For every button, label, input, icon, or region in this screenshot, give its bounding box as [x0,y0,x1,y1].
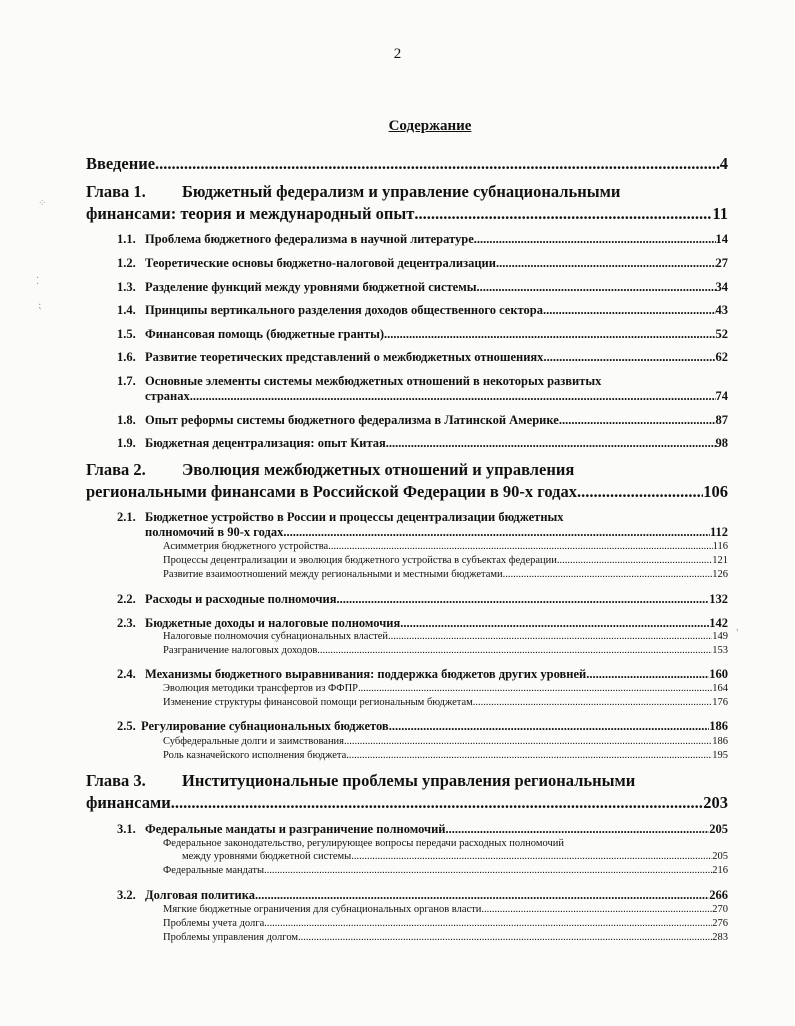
section-number: 1.3. [117,280,136,294]
toc-page: 112 [709,525,728,539]
section-label: Проблема бюджетного федерализма в научной литературе [145,232,474,246]
toc-section[interactable] [117,822,728,837]
toc-chapter-1-line2[interactable] [86,204,728,224]
page-number: 2 [393,46,402,62]
chapter-title-line1: Институциональные проблемы управления региональными [182,771,636,790]
leader-dots [344,736,712,747]
toc-subsection[interactable] [163,697,728,708]
leader-dots [351,851,712,862]
toc-page: 121 [712,555,728,566]
toc-section[interactable] [117,719,728,734]
leader-dots [473,697,713,708]
leader-dots [171,793,704,813]
leader-dots [400,616,709,631]
toc-section-line1[interactable] [117,374,601,389]
toc-page: 126 [712,569,728,580]
toc-page: 266 [709,888,728,902]
section-label: Разделение функций между уровнями бюджетной системы [145,280,477,294]
toc-subsection[interactable] [163,736,728,747]
toc-chapter-2-line2[interactable] [86,482,728,502]
subsection-label-cont: между уровнями бюджетной системы [182,851,352,862]
toc-page: 160 [709,667,728,681]
leader-dots [298,932,712,943]
leader-dots [496,256,716,271]
leader-dots [474,232,716,247]
section-number: 3.1. [117,822,136,836]
subsection-label: Федеральные мандаты [163,865,265,876]
leader-dots [559,413,716,428]
toc-page: 164 [712,683,728,694]
leader-dots [476,280,715,295]
leader-dots [317,645,712,656]
section-number: 1.6. [117,350,136,364]
toc-subsection[interactable] [163,631,728,642]
toc-section-line1[interactable] [117,510,564,525]
leader-dots [543,303,716,318]
chapter-title-line1: Эволюция межбюджетных отношений и управления [182,460,575,479]
chapter-title-line2: финансами: теория и международный опыт [86,204,415,223]
toc-section-line2[interactable] [145,389,728,404]
toc-page: 270 [712,904,728,915]
page-title: Содержание [388,118,472,134]
toc-section[interactable] [117,413,728,428]
toc-page: 153 [712,645,728,656]
leader-dots [503,569,713,580]
toc-section[interactable] [117,327,728,342]
section-label: Развитие теоретических представлений о межбюджетных отношениях [145,350,544,364]
section-label: Бюджетное устройство в России и процессы децентрализации бюджетных [145,510,564,524]
subsection-label: Налоговые полномочия субнациональных властей [163,631,388,642]
toc-section[interactable] [117,280,728,295]
section-label: Теоретические основы бюджетно-налоговой децентрализации [145,256,496,270]
toc-section[interactable] [117,667,728,682]
section-number: 3.2. [117,888,136,902]
subsection-label: Асимметрия бюджетного устройства [163,541,329,552]
toc-subsection[interactable] [163,750,728,761]
leader-dots [155,154,720,174]
toc-chapter-1-heading[interactable] [86,182,620,202]
subsection-label: Проблемы учета долга [163,918,265,929]
toc-subsection-line2[interactable] [182,851,728,862]
leader-dots [328,541,712,552]
toc-section[interactable] [117,303,728,318]
toc-page: 142 [709,616,728,630]
chapter-title-line1: Бюджетный федерализм и управление субнациональными [182,182,621,201]
toc-page: 149 [712,631,728,642]
toc-page: 4 [719,154,728,173]
toc-page: 195 [712,750,728,761]
toc-subsection[interactable] [163,932,728,943]
section-number: 2.1. [117,510,136,524]
section-label: Механизмы бюджетного выравнивания: поддержка бюджетов других уровней [145,667,587,681]
toc-page: 205 [712,851,728,862]
toc-page: 205 [709,822,728,836]
toc-section[interactable] [117,350,728,365]
section-label: Федеральные мандаты и разграничение полномочий [145,822,446,836]
leader-dots [264,918,712,929]
toc-page: 203 [703,793,728,812]
section-label: Расходы и расходные полномочия [145,592,337,606]
subsection-label: Федеральное законодательство, регулирующее вопросы передачи расходных полномочий [163,838,564,849]
section-number: 1.5. [117,327,136,341]
toc-page: 52 [715,327,728,341]
toc-subsection[interactable] [163,918,728,929]
toc-section[interactable] [117,436,728,451]
leader-dots [414,204,712,224]
toc-subsection[interactable] [163,569,728,580]
leader-dots [543,350,715,365]
leader-dots [358,683,712,694]
leader-dots [384,327,715,342]
section-number: 1.2. [117,256,136,270]
scan-speck: , [736,622,739,633]
section-label: Финансовая помощь (бюджетные гранты) [145,327,385,341]
toc-section-line2[interactable] [145,525,728,540]
toc-subsection[interactable] [163,683,728,694]
toc-section[interactable] [117,888,728,903]
toc-section[interactable] [117,256,728,271]
chapter-number: Глава 1. [86,182,146,201]
toc-page: 276 [712,918,728,929]
toc-page: 34 [715,280,728,294]
subsection-label: Разграничение налоговых доходов [163,645,318,656]
toc-chapter-3-line2[interactable] [86,793,728,813]
subsection-label: Проблемы управления долгом [163,932,299,943]
toc-subsection[interactable] [163,541,728,552]
section-number: 1.1. [117,232,136,246]
leader-dots [336,592,709,607]
subsection-label: Роль казначейского исполнения бюджета [163,750,347,761]
toc-page: 11 [712,204,728,223]
leader-dots [577,482,703,502]
section-number: 2.5. [117,719,136,733]
section-label: Бюджетные доходы и налоговые полномочия [145,616,401,630]
chapter-number: Глава 3. [86,771,146,790]
toc-page: 116 [712,541,728,552]
subsection-label: Изменение структуры финансовой помощи региональным бюджетам [163,697,473,708]
toc-page: 87 [715,413,728,427]
section-number: 2.4. [117,667,136,681]
toc-subsection[interactable] [163,904,728,915]
subsection-label: Развитие взаимоотношений между региональными и местными бюджетами [163,569,503,580]
toc-page: 186 [712,736,728,747]
toc-label: Введение [86,154,156,173]
toc-section[interactable] [117,592,728,607]
toc-section[interactable] [117,232,728,247]
leader-dots [346,750,712,761]
subsection-label: Процессы децентрализации и эволюция бюджетного устройства в субъектах федерации [163,555,557,566]
subsection-label: Мягкие бюджетные ограничения для субнациональных органов власти [163,904,482,915]
subsection-label: Эволюция методики трансфертов из ФФПР [163,683,359,694]
chapter-title-line2: финансами [86,793,171,812]
toc-subsection[interactable] [163,555,728,566]
leader-dots [389,719,710,734]
section-label: Долговая политика [145,888,255,902]
section-number: 2.3. [117,616,136,630]
section-number: 1.9. [117,436,136,450]
section-label: Опыт реформы системы бюджетного федерализма в Латинской Америке [145,413,559,427]
section-label: Бюджетная децентрализация: опыт Китая [145,436,386,450]
toc-subsection[interactable] [163,645,728,656]
section-number: 1.7. [117,374,136,388]
leader-dots [386,436,716,451]
toc-chapter-3-heading[interactable] [86,771,635,791]
toc-chapter-2-heading[interactable] [86,460,574,480]
toc-subsection-line1[interactable] [163,838,564,849]
toc-page: 62 [715,350,728,364]
section-label-cont: полномочий в 90-х годах [145,525,284,539]
toc-subsection[interactable] [163,865,728,876]
leader-dots [264,865,712,876]
chapter-title-line2: региональными финансами в Российской Федерации в 90-х годах [86,482,577,501]
toc-page: 74 [715,389,728,403]
scan-speck: ⁏ [38,300,42,311]
leader-dots [255,888,709,903]
section-label: Регулирование субнациональных бюджетов [141,719,389,733]
leader-dots [388,631,712,642]
scan-speck: ⁚ [36,276,40,287]
toc-page: 27 [715,256,728,270]
toc-intro[interactable] [86,154,728,174]
toc-page: 132 [709,592,728,606]
chapter-number: Глава 2. [86,460,146,479]
toc-page: 14 [715,232,728,246]
leader-dots [445,822,709,837]
toc-page: 216 [712,865,728,876]
section-label: Основные элементы системы межбюджетных отношений в некоторых развитых [145,374,602,388]
scan-speck: ⁘ [38,198,47,209]
toc-page: 98 [715,436,728,450]
toc-page: 186 [709,719,728,733]
leader-dots [190,389,716,404]
leader-dots [586,667,709,682]
toc-page: 283 [712,932,728,943]
subsection-label: Субфедеральные долги и заимствования [163,736,345,747]
toc-page: 43 [715,303,728,317]
section-number: 2.2. [117,592,136,606]
toc-page: 106 [703,482,728,501]
leader-dots [283,525,710,540]
leader-dots [481,904,712,915]
toc-page: 176 [712,697,728,708]
toc-section[interactable] [117,616,728,631]
section-label-cont: странах [145,389,190,403]
section-number: 1.8. [117,413,136,427]
section-label: Принципы вертикального разделения доходов общественного сектора [145,303,543,317]
section-number: 1.4. [117,303,136,317]
leader-dots [557,555,712,566]
